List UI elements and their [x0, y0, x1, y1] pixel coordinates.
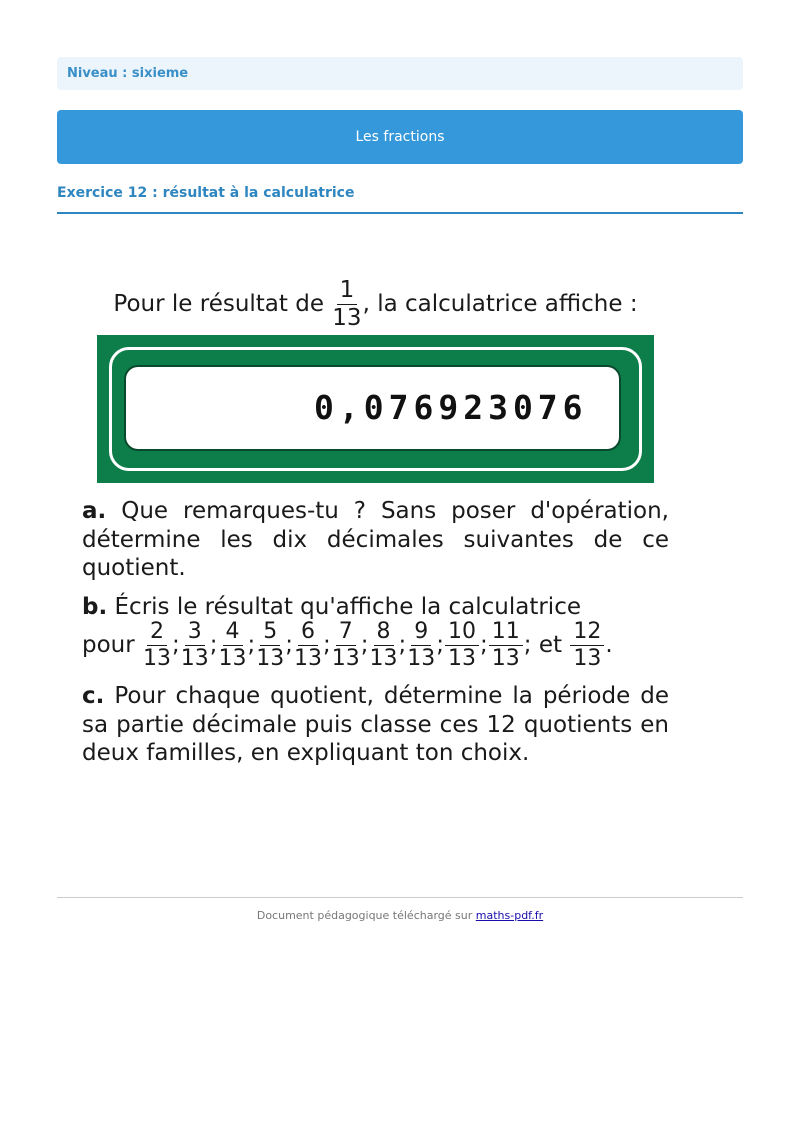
fraction-denominator: 13	[218, 646, 247, 671]
question-b-text: Écris le résultat qu'affiche la calculatrice	[114, 593, 581, 620]
question-c	[82, 682, 669, 768]
fraction-separator: ;	[285, 632, 294, 658]
fraction-separator: ;	[247, 632, 256, 658]
fraction-numerator: 4	[223, 621, 243, 646]
fraction-numerator: 8	[374, 621, 394, 646]
fraction-item	[181, 621, 209, 670]
fraction-denominator: 13	[369, 646, 398, 671]
question-a-text: Que remarques-tu ? Sans poser d'opération, détermine les dix décimales suivantes de ce quotient.	[82, 498, 669, 581]
exercise-content	[82, 276, 669, 768]
fraction-denominator: 13	[448, 646, 477, 671]
fraction-item	[445, 621, 479, 670]
question-b-prefix: pour	[82, 632, 135, 658]
fraction-denominator: 13	[331, 646, 360, 671]
question-a-letter: a.	[82, 498, 107, 524]
fraction-denominator: 13	[256, 646, 285, 671]
question-b-end: .	[605, 632, 613, 658]
fraction-item	[332, 621, 360, 670]
footer	[57, 909, 743, 922]
intro-text-before: Pour le résultat de	[113, 291, 324, 317]
fraction-item	[294, 621, 322, 670]
intro-fraction	[332, 279, 361, 330]
intro-sentence	[82, 276, 669, 332]
fraction-separator: ;	[172, 632, 180, 658]
question-b-connector: et	[538, 632, 563, 658]
fraction-item	[407, 621, 435, 670]
fraction-sequence	[142, 619, 532, 671]
fraction-item	[256, 621, 284, 670]
fraction-separator: ;	[436, 632, 445, 658]
question-c-text: Pour chaque quotient, détermine la période de sa partie décimale puis classe ces 12 quotients en deux familles, en expliquant ton choix.	[82, 683, 669, 766]
fraction-item	[219, 621, 247, 670]
fraction-list	[82, 621, 669, 670]
fraction-numerator: 9	[411, 621, 431, 646]
chapter-title-banner	[57, 110, 743, 164]
exercise-heading: Exercice 12 : résultat à la calculatrice	[57, 185, 743, 214]
fraction-numerator: 1	[337, 279, 358, 305]
fraction-numerator: 6	[298, 621, 318, 646]
fraction-denominator: 13	[491, 646, 520, 671]
fraction-denominator: 13	[332, 305, 362, 331]
fraction-separator: ;	[360, 632, 369, 658]
calculator-display-image	[97, 335, 654, 483]
level-banner	[57, 57, 743, 90]
fraction-denominator: 13	[180, 646, 209, 671]
fraction-separator: ;	[323, 632, 331, 658]
question-b	[82, 593, 669, 671]
fraction-separator: ;	[480, 632, 488, 658]
fraction-item	[143, 621, 171, 670]
intro-text-after: , la calculatrice affiche :	[362, 291, 638, 317]
fraction-item	[370, 621, 398, 670]
fraction-numerator: 5	[260, 621, 280, 646]
fraction-denominator: 13	[573, 646, 602, 671]
fraction-separator: ;	[209, 632, 218, 658]
fraction-item	[570, 621, 604, 670]
question-b-letter: b.	[82, 593, 108, 620]
fraction-numerator: 3	[185, 621, 205, 646]
footer-link[interactable]: maths-pdf.fr	[475, 909, 544, 922]
fraction-separator: ;	[398, 632, 407, 658]
fraction-denominator: 13	[294, 646, 323, 671]
calculator-value: 0,076923076	[314, 388, 588, 427]
question-c-letter: c.	[82, 683, 105, 709]
fraction-numerator: 10	[445, 621, 479, 646]
chapter-title: Les fractions	[355, 129, 445, 145]
fraction-denominator: 13	[407, 646, 436, 671]
fraction-denominator: 13	[143, 646, 172, 671]
fraction-separator: ;	[523, 632, 532, 658]
fraction-item	[489, 621, 523, 670]
fraction-numerator: 7	[336, 621, 356, 646]
fraction-numerator: 11	[489, 621, 523, 646]
fraction-numerator: 12	[570, 621, 604, 646]
calculator-screen	[124, 365, 621, 451]
level-label: Niveau : sixieme	[67, 66, 189, 81]
footer-divider	[57, 897, 743, 898]
footer-text: Document pédagogique téléchargé sur	[256, 909, 473, 922]
fraction-numerator: 2	[147, 621, 167, 646]
question-a	[82, 497, 669, 583]
